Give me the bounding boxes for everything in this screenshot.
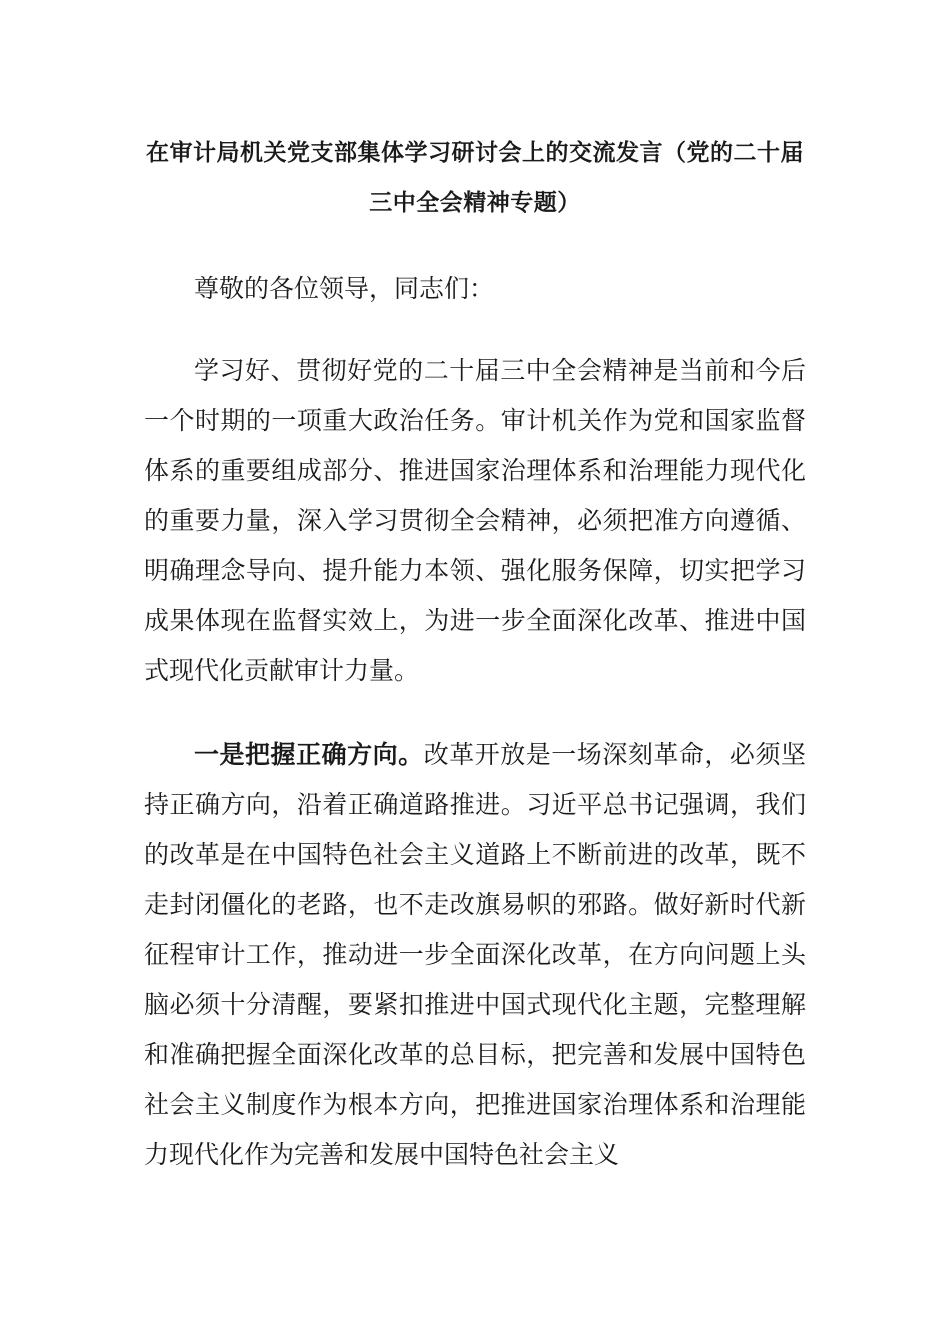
paragraph-text: 改革开放是一场深刻革命，必须坚持正确方向，沿着正确道路推进。习近平总书记强调，我们的改革是在中国特色社会主义道路上不断前进的改革，既不走封闭僵化的老路，也不走改旗易帜的邪路。做好新时代新征程审计工作，推动进一步全面深化改革，在方向问题上头脑必须十分清醒，要紧扣推进中国式现代化主题，完整理解和准确把握全面深化改革的总目标，把完善和发展中国特色社会主义制度作为根本方向，把推进国家治理体系和治理能力现代化作为完善和发展中国特色社会主义	[144, 740, 806, 1169]
paragraph-lead: 一是把握正确方向。	[194, 740, 424, 769]
paragraph-text: 学习好、贯彻好党的二十届三中全会精神是当前和今后一个时期的一项重大政治任务。审计机关作为党和国家监督体系的重要组成部分、推进国家治理体系和治理能力现代化的重要力量，深入学习贯彻全会精神，必须把准方向遵循、明确理念导向、提升能力本领、强化服务保障，切实把学习成果体现在监督实效上，为进一步全面深化改革、推进中国式现代化贡献审计力量。	[144, 356, 806, 685]
paragraph-intro	[144, 346, 806, 696]
document-title: 在审计局机关党支部集体学习研讨会上的交流发言（党的二十届三中全会精神专题）	[146, 140, 804, 216]
paragraph-point-one	[144, 730, 806, 1180]
salutation: 尊敬的各位领导，同志们：	[194, 274, 495, 303]
